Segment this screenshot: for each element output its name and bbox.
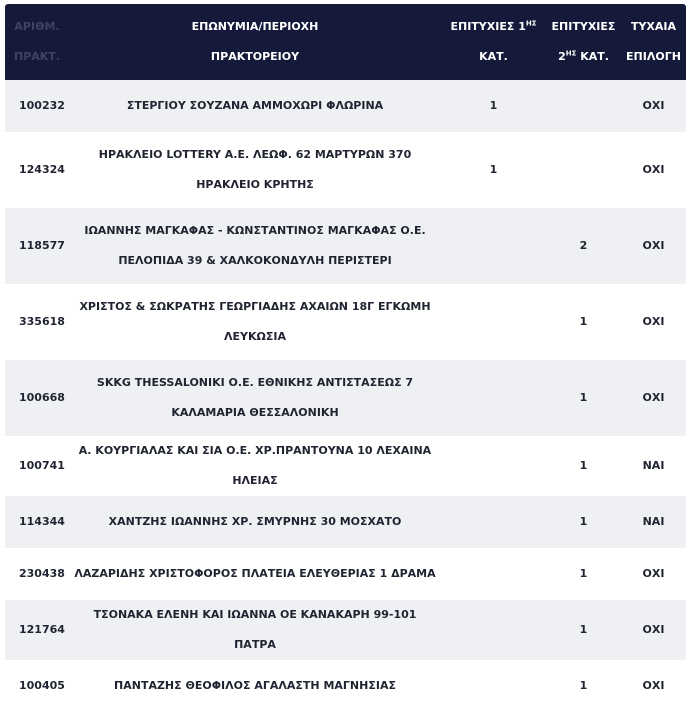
cell-name: ΛΑΖΑΡΙΔΗΣ ΧΡΙΣΤΟΦΟΡΟΣ ΠΛΑΤΕΙΑ ΕΛΕΥΘΕΡΙΑΣ 1 ΔΡΑΜΑ <box>69 548 441 600</box>
cell-random: ΟΧΙ <box>621 548 686 600</box>
cell-name: ΙΩΑΝΝΗΣ ΜΑΓΚΑΦΑΣ - ΚΩΝΣΤΑΝΤΙΝΟΣ ΜΑΓΚΑΦΑΣ Ο.Ε. ΠΕΛΟΠΙΔΑ 39 & ΧΑΛΚΟΚΟΝΔΥΛΗ ΠΕΡΙΣΤΕΡΙ <box>69 208 441 284</box>
col-header-name-line2: ΠΡΑΚΤΟΡΕΙΟΥ <box>210 50 300 63</box>
cell-random: ΟΧΙ <box>621 208 686 284</box>
cell-code: 100405 <box>5 660 69 712</box>
cell-first <box>441 496 546 548</box>
cell-name: ΠΑΝΤΑΖΗΣ ΘΕΟΦΙΛΟΣ ΑΓΑΛΑΣΤΗ ΜΑΓΝΗΣΙΑΣ <box>69 660 441 712</box>
col-header-second-sup: ΗΣ <box>565 49 577 58</box>
cell-second: 1 <box>546 360 621 436</box>
cell-first <box>441 208 546 284</box>
col-header-random-line1: ΤΥΧΑΙΑ <box>630 20 677 33</box>
cell-name: Α. ΚΟΥΡΓΙΑΛΑΣ ΚΑΙ ΣΙΑ Ο.Ε. ΧΡ.ΠΡΑΝΤΟΥΝΑ 10 ΛΕΧΑΙΝΑ ΗΛΕΙΑΣ <box>69 436 441 496</box>
table-row <box>5 360 686 436</box>
col-header-first-sup: ΗΣ <box>525 19 537 28</box>
col-header-second-category <box>546 4 621 80</box>
col-header-first-prefix: ΕΠΙΤΥΧΙΕΣ 1 <box>450 20 526 33</box>
col-header-code <box>5 4 69 80</box>
col-header-first-line2: ΚΑΤ. <box>479 50 508 63</box>
table-row <box>5 132 686 208</box>
cell-random: ΟΧΙ <box>621 80 686 132</box>
table-row <box>5 496 686 548</box>
col-header-second-line1: ΕΠΙΤΥΧΙΕΣ <box>551 20 616 33</box>
col-header-first-category <box>441 4 546 80</box>
col-header-code-line1: ΑΡΙΘΜ. <box>14 20 60 33</box>
cell-name: SKKG THESSALONIKI Ο.Ε. ΕΘΝΙΚΗΣ ΑΝΤΙΣΤΑΣΕΩΣ 7 ΚΑΛΑΜΑΡΙΑ ΘΕΣΣΑΛΟΝΙΚΗ <box>69 360 441 436</box>
col-header-random-line2: ΕΠΙΛΟΓΗ <box>626 50 681 63</box>
cell-first <box>441 660 546 712</box>
cell-code: 121764 <box>5 600 69 660</box>
cell-random: ΟΧΙ <box>621 132 686 208</box>
cell-first <box>441 284 546 360</box>
cell-first <box>441 436 546 496</box>
cell-first: 1 <box>441 132 546 208</box>
cell-first <box>441 360 546 436</box>
cell-name: ΗΡΑΚΛΕΙΟ LOTTERY Α.Ε. ΛΕΩΦ. 62 ΜΑΡΤΥΡΩΝ 370 ΗΡΑΚΛΕΙΟ ΚΡΗΤΗΣ <box>69 132 441 208</box>
cell-random: ΟΧΙ <box>621 360 686 436</box>
col-header-random <box>621 4 686 80</box>
cell-second: 1 <box>546 496 621 548</box>
cell-random: ΟΧΙ <box>621 660 686 712</box>
cell-code: 124324 <box>5 132 69 208</box>
cell-code: 100741 <box>5 436 69 496</box>
cell-code: 100668 <box>5 360 69 436</box>
cell-random: ΟΧΙ <box>621 600 686 660</box>
cell-second <box>546 80 621 132</box>
cell-second: 1 <box>546 660 621 712</box>
cell-second: 2 <box>546 208 621 284</box>
table-row <box>5 208 686 284</box>
table-row <box>5 660 686 712</box>
cell-first: 1 <box>441 80 546 132</box>
col-header-code-line2: ΠΡΑΚΤ. <box>14 50 60 63</box>
table-header-row <box>5 4 686 80</box>
cell-random: ΝΑΙ <box>621 436 686 496</box>
cell-second: 1 <box>546 548 621 600</box>
cell-name: ΤΣΟΝΑΚΑ ΕΛΕΝΗ ΚΑΙ ΙΩΑΝΝΑ ΟΕ ΚΑΝΑΚΑΡΗ 99-101 ΠΑΤΡΑ <box>69 600 441 660</box>
cell-random: ΝΑΙ <box>621 496 686 548</box>
cell-second <box>546 132 621 208</box>
winners-table-container <box>5 4 686 712</box>
cell-code: 230438 <box>5 548 69 600</box>
cell-name: ΧΡΙΣΤΟΣ & ΣΩΚΡΑΤΗΣ ΓΕΩΡΓΙΑΔΗΣ ΑΧΑΙΩΝ 18Γ ΕΓΚΩΜΗ ΛΕΥΚΩΣΙΑ <box>69 284 441 360</box>
winners-table <box>5 4 686 712</box>
cell-second: 1 <box>546 600 621 660</box>
col-header-name-line1: ΕΠΩΝΥΜΙΑ/ΠΕΡΙΟΧΗ <box>191 20 319 33</box>
table-row <box>5 548 686 600</box>
cell-code: 118577 <box>5 208 69 284</box>
cell-code: 114344 <box>5 496 69 548</box>
cell-second: 1 <box>546 436 621 496</box>
table-row <box>5 284 686 360</box>
cell-first <box>441 600 546 660</box>
cell-second: 1 <box>546 284 621 360</box>
cell-code: 335618 <box>5 284 69 360</box>
col-header-second-prefix: 2 <box>558 50 566 63</box>
cell-first <box>441 548 546 600</box>
col-header-name <box>69 4 441 80</box>
col-header-second-suffix: ΚΑΤ. <box>576 50 609 63</box>
table-row <box>5 80 686 132</box>
cell-name: ΣΤΕΡΓΙΟΥ ΣΟΥΖΑΝΑ ΑΜΜΟΧΩΡΙ ΦΛΩΡΙΝΑ <box>69 80 441 132</box>
cell-code: 100232 <box>5 80 69 132</box>
table-row <box>5 436 686 496</box>
table-row <box>5 600 686 660</box>
cell-random: ΟΧΙ <box>621 284 686 360</box>
cell-name: ΧΑΝΤΖΗΣ ΙΩΑΝΝΗΣ ΧΡ. ΣΜΥΡΝΗΣ 30 ΜΟΣΧΑΤΟ <box>69 496 441 548</box>
